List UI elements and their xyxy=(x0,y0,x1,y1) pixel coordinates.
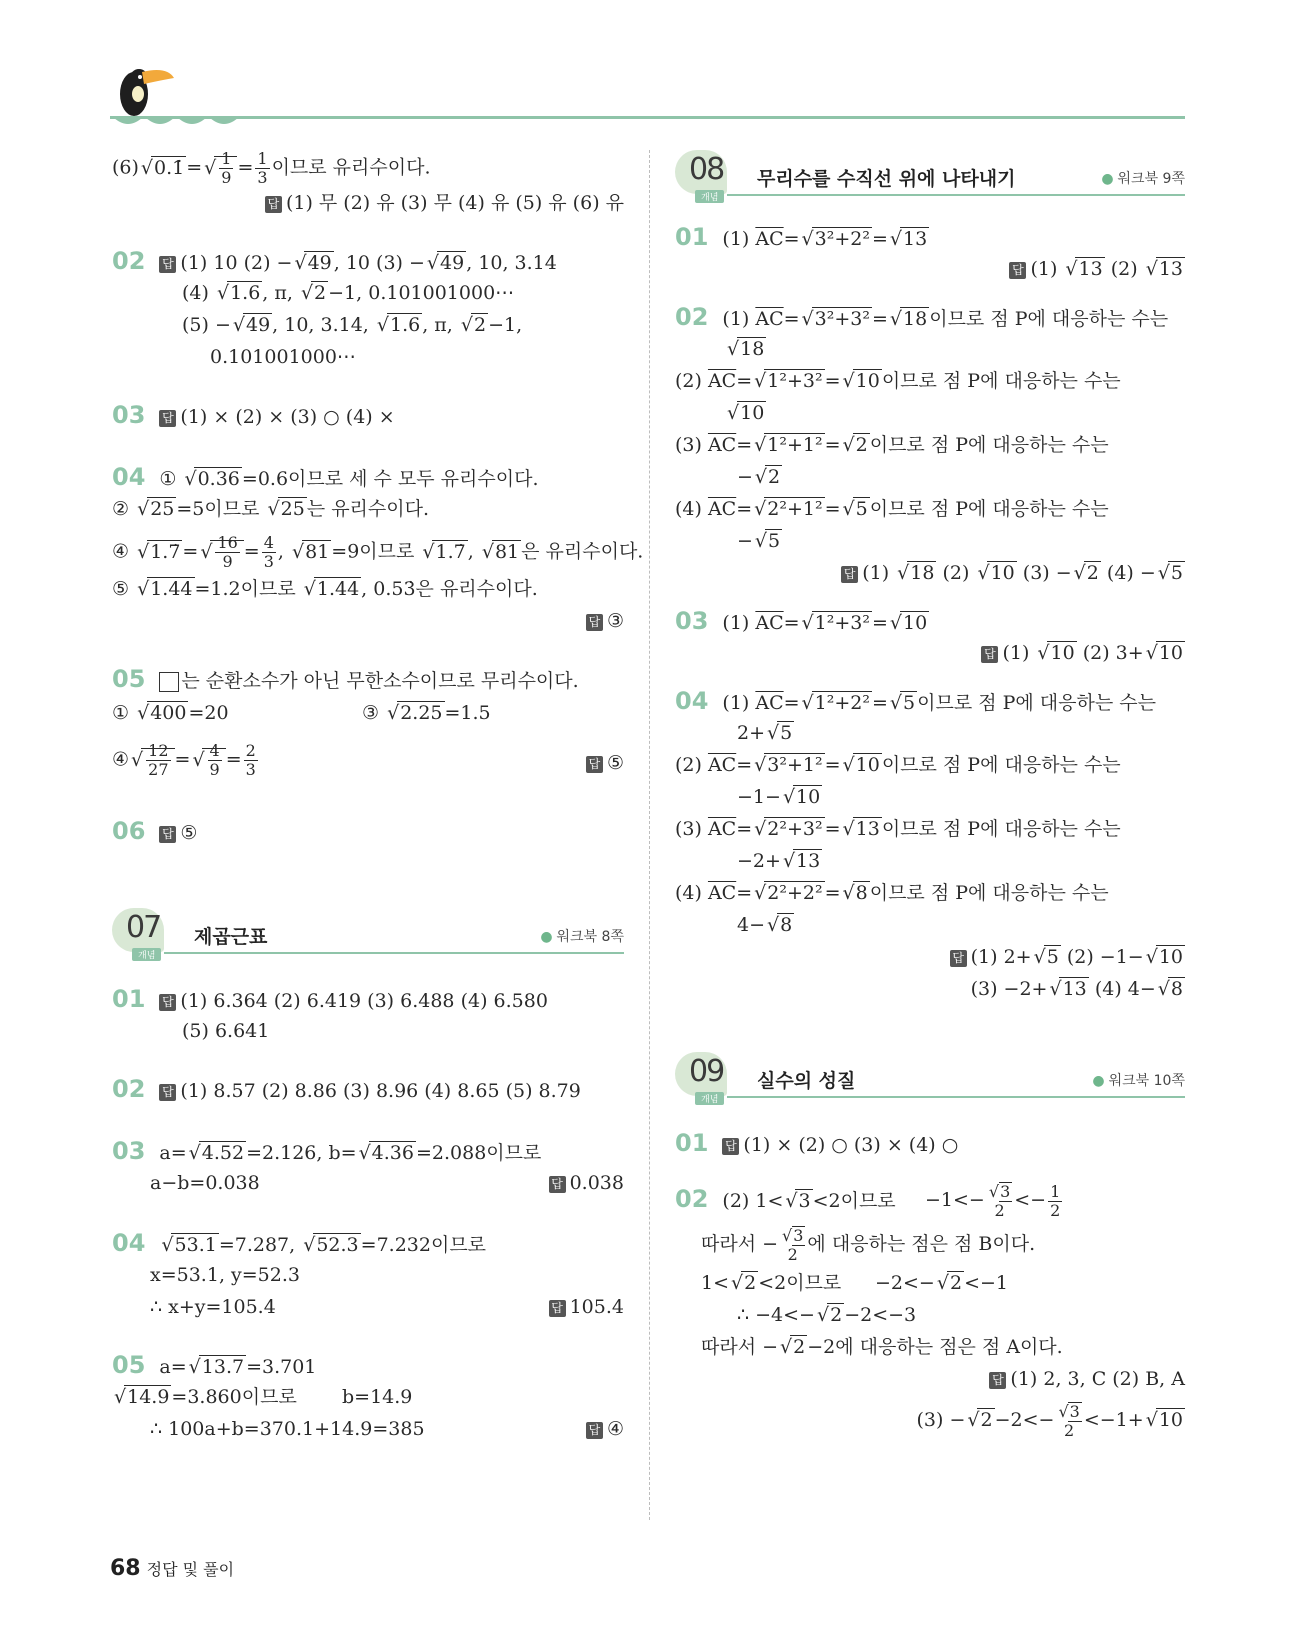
answer-icon: 답 xyxy=(989,1372,1006,1389)
section-09-header: 09 개념 실수의 성질 ● 워크북 10쪽 xyxy=(675,1052,1185,1108)
column-divider xyxy=(649,150,650,1520)
s07-q05-answer: 답 ④ xyxy=(586,1416,624,1442)
q05-line-2: ① √ 400 =20 xyxy=(112,700,229,726)
s08-q04-line-5: (3) $\overline{AC}=$ √ 2²+3² = √ 13 이므로 점 P에 대응하는 수는 xyxy=(675,816,1121,842)
answer-icon: 답 xyxy=(159,1084,176,1101)
s08-q04-answer-2: (3) −2+ √ 13 (4) 4− √ 8 xyxy=(971,976,1185,1002)
answer-icon: 답 xyxy=(586,1422,603,1439)
s08-q04-answer-1: 답 (1) 2+ √ 5 (2) −1− √ 10 xyxy=(950,944,1185,970)
s08-q04-line-1: 04 (1) $\overline{AC}=$ √ 1²+2² = √ 5 이므로 점 P에 대응하는 수는 xyxy=(675,688,1156,716)
q05-answer: 답 ⑤ xyxy=(586,750,624,776)
s08-q04-line-6: −2+ √ 13 xyxy=(737,848,822,874)
section-07-header: 07 개념 제곱근표 ● 워크북 8쪽 xyxy=(112,908,624,964)
q05-line-1: 05 는 순환소수가 아닌 무한소수이므로 무리수이다. xyxy=(112,665,579,693)
answer-icon: 답 xyxy=(549,1300,566,1317)
q04-line-1: 04 ① √ 0.36 =0.6이므로 세 수 모두 유리수이다. xyxy=(112,464,539,492)
s08-q02-line-4: √ 10 xyxy=(737,400,766,426)
s09-q02-line-5: 따라서 − √ 2 −2에 대응하는 점은 점 A이다. xyxy=(701,1334,1063,1360)
s09-q02-answer-2: (3) − √ 2 −2<− √ $\frac{3}{2}$ <−1+ √ 10 xyxy=(917,1402,1185,1440)
s08-q03-answer: 답 (1) √ 10 (2) 3+ √ 10 xyxy=(981,640,1185,666)
q01-6-line: (6) √ 0.1̇ = √ $\frac{1}{9}$ = $\frac{1}{3}$ 이므로 유리수이다. xyxy=(112,150,431,187)
s07-q01-line-1: 01 답 (1) 6.364 (2) 6.419 (3) 6.488 (4) 6.580 xyxy=(112,985,548,1013)
header-rule xyxy=(110,116,1185,119)
s08-q02-line-6: − √ 2 xyxy=(737,464,782,490)
q06-line: 06 답 ⑤ xyxy=(112,817,198,845)
q02-line-2: (4) √ 1.6 , π, √ 2 −1, 0.101001000⋯ xyxy=(182,280,514,306)
s08-q02-line-2: √ 18 xyxy=(737,336,766,362)
answer-icon: 답 xyxy=(950,950,967,967)
s08-q04-line-4: −1− √ 10 xyxy=(737,784,822,810)
s08-q02-line-1: 02 (1) $\overline{AC}=$ √ 3²+3² = √ 18 이므로 점 P에 대응하는 수는 xyxy=(675,304,1168,332)
s07-q03-line-2: a−b=0.038 xyxy=(150,1172,260,1194)
s07-q04-answer: 답 105.4 xyxy=(549,1294,624,1320)
footer-label: 정답 및 풀이 xyxy=(146,1560,235,1579)
s08-q02-line-5: (3) $\overline{AC}=$ √ 1²+1² = √ 2 이므로 점 P에 대응하는 수는 xyxy=(675,432,1109,458)
s08-q04-line-2: 2+ √ 5 xyxy=(737,720,794,746)
q04-line-2: ② √ 25 =5이므로 √ 25 는 유리수이다. xyxy=(112,496,429,522)
s09-q01-line: 01 답 (1) × (2) ○ (3) × (4) ○ xyxy=(675,1129,959,1157)
answer-icon: 답 xyxy=(265,196,282,213)
section-title: 제곱근표 xyxy=(194,926,268,948)
q04-line-3: ④ √ 1.7̇ = √ $\frac{16}{9}$ = $\frac{4}{3}$ , √ 81 =9이므로 √ 1.7̇ , √ 81 은 유리수이다. xyxy=(112,534,643,571)
workbook-ref: ● 워크북 10쪽 xyxy=(1092,1070,1185,1090)
s08-q01-answer: 답 (1) √ 13 (2) √ 13 xyxy=(1009,256,1185,282)
s08-q02-line-8: − √ 5 xyxy=(737,528,782,554)
answer-icon: 답 xyxy=(159,994,176,1011)
answer-icon: 답 xyxy=(159,410,176,427)
s09-q02-line-3: 1< √ 2 <2이므로 xyxy=(701,1270,841,1296)
s09-q02-answer-1: 답 (1) 2, 3, C (2) B, A xyxy=(989,1366,1185,1392)
s07-q04-line-2: x=53.1, y=52.3 xyxy=(150,1264,300,1286)
q04-answer: 답 ③ xyxy=(586,608,624,634)
workbook-ref: ● 워크북 8쪽 xyxy=(540,926,624,946)
q04-line-4: ⑤ √ 1.44 =1.2이므로 √ 1.44 , 0.53̇은 유리수이다. xyxy=(112,576,538,602)
s08-q01-line: 01 (1) $\overline{AC}=$ √ 3²+2² = √ 13 xyxy=(675,224,929,252)
s08-q02-answer: 답 (1) √ 18 (2) √ 10 (3) − √ 2 (4) − √ 5 xyxy=(841,560,1185,586)
s08-q03-line: 03 (1) $\overline{AC}=$ √ 1²+3² = √ 10 xyxy=(675,608,929,636)
s07-q05-line-2b: b=14.9 xyxy=(342,1386,413,1408)
page-footer xyxy=(110,1556,234,1581)
workbook-ref: ● 워크북 9쪽 xyxy=(1101,168,1185,188)
blank-box-icon xyxy=(159,672,179,692)
q05-line-2b: ③ √ 2.25 =1.5 xyxy=(362,700,491,726)
answer-icon: 답 xyxy=(549,1176,566,1193)
s08-q04-line-7: (4) $\overline{AC}=$ √ 2²+2² = √ 8 이므로 점 P에 대응하는 수는 xyxy=(675,880,1109,906)
s09-q02-line-1: 02 (2) 1< √ 3 <2이므로 xyxy=(675,1186,896,1214)
s09-q02-line-4: ∴ −4<− √ 2 −2<−3 xyxy=(737,1302,916,1328)
header-wave-decoration xyxy=(112,108,242,132)
page-number: 68 xyxy=(110,1556,141,1581)
q02-line-4: 0.101001000⋯ xyxy=(210,346,356,368)
answer-icon: 답 xyxy=(159,826,176,843)
s07-q05-line-2: √ 14.9 =3.860이므로 xyxy=(112,1384,297,1410)
s08-q02-line-3: (2) $\overline{AC}=$ √ 1²+3² = √ 10 이므로 점 P에 대응하는 수는 xyxy=(675,368,1121,394)
q03-line: 03 답 (1) × (2) × (3) ○ (4) × xyxy=(112,401,395,429)
q02-line-1: 02 답 (1) 10 (2) − √ 49 , 10 (3) − √ 49 , 10, 3.14̇ xyxy=(112,248,557,276)
section-title: 실수의 성질 xyxy=(757,1070,856,1092)
s09-q02-line-2: 따라서 − √ $\frac{3}{2}$ 에 대응하는 점은 점 B이다. xyxy=(701,1226,1035,1264)
s07-q05-line-1: 05 a= √ 13.7 =3.701 xyxy=(112,1352,316,1380)
answer-icon: 답 xyxy=(1009,262,1026,279)
s07-q03-answer: 답 0.038 xyxy=(549,1170,624,1196)
section-08-header: 08 개념 무리수를 수직선 위에 나타내기 ● 워크북 9쪽 xyxy=(675,150,1185,206)
answer-icon: 답 xyxy=(841,566,858,583)
answer-icon: 답 xyxy=(981,646,998,663)
answer-icon: 답 xyxy=(586,614,603,631)
s08-q04-line-8: 4− √ 8 xyxy=(737,912,794,938)
q01-answer: 답 (1) 무 (2) 유 (3) 무 (4) 유 (5) 유 (6) 유 xyxy=(265,190,624,216)
s07-q04-line-1: 04 √ 53.1 =7.287, √ 52.3 =7.232이므로 xyxy=(112,1230,486,1258)
s08-q02-line-7: (4) $\overline{AC}=$ √ 2²+1² = √ 5 이므로 점 P에 대응하는 수는 xyxy=(675,496,1109,522)
s07-q05-line-3: ∴ 100a+b=370.1+14.9=385 xyxy=(150,1418,425,1440)
q05-line-3: ④ √ $\frac{12}{27}$ = √ $\frac{4}{9}$ = $\frac{2}{3}$ xyxy=(112,742,260,779)
s07-q02-line: 02 답 (1) 8.57 (2) 8.86 (3) 8.96 (4) 8.65 (5) 8.79 xyxy=(112,1075,581,1103)
s07-q01-line-2: (5) 6.641 xyxy=(182,1020,270,1042)
s08-q04-line-3: (2) $\overline{AC}=$ √ 3²+1² = √ 10 이므로 점 P에 대응하는 수는 xyxy=(675,752,1121,778)
answer-icon: 답 xyxy=(586,756,603,773)
s09-q02-line-1b: −1<− √ $\frac{3}{2}$ <− $\frac{1}{2}$ xyxy=(925,1182,1064,1220)
s07-q03-line-1: 03 a= √ 4.52 =2.126, b= √ 4.36 =2.088이므로 xyxy=(112,1138,541,1166)
s07-q04-line-3: ∴ x+y=105.4 xyxy=(150,1296,276,1318)
q02-line-3: (5) − √ 49 , 10, 3.14̇, √ 1.6 , π, √ 2 −1, xyxy=(182,312,522,338)
s09-q02-line-3b: −2<− √ 2 <−1 xyxy=(875,1270,1008,1296)
answer-icon: 답 xyxy=(159,256,176,273)
section-title: 무리수를 수직선 위에 나타내기 xyxy=(757,168,1016,190)
answer-icon: 답 xyxy=(722,1138,739,1155)
